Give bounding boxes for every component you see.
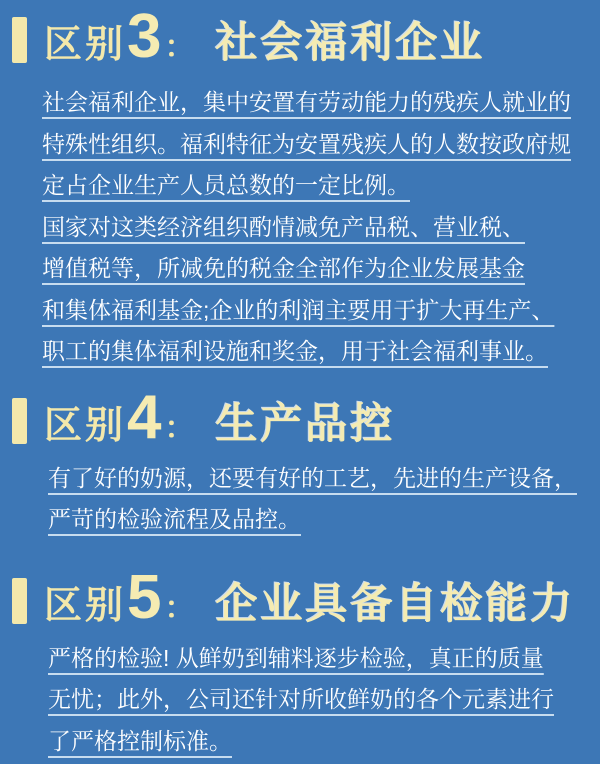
section-label: 区别 xyxy=(44,404,127,447)
section-body xyxy=(0,68,600,373)
section-body xyxy=(0,449,600,541)
section-number: 4 xyxy=(127,382,162,452)
section-heading xyxy=(0,562,600,632)
body-line: 有了好的奶源，还要有好的工艺，先进的生产设备， xyxy=(48,464,577,491)
section-label: 区别 xyxy=(44,24,127,66)
body-line: 无忧；此外，公司还针对所收鲜奶的各个元素进行 xyxy=(48,686,554,712)
body-line: 社会福利企业，集中安置有劳动能力的残疾人就业的 xyxy=(42,89,571,115)
section-title: 社会福利企业 xyxy=(215,19,486,66)
body-line: 增值税等，所减免的税金全部作为企业发展基金 xyxy=(42,255,525,281)
section-difference-3 xyxy=(0,0,600,373)
section-colon: ： xyxy=(164,591,195,625)
section-colon: ： xyxy=(164,31,195,64)
section-label: 区别 xyxy=(44,584,127,627)
body-line: 职工的集体福利设施和奖金，用于社会福利事业。 xyxy=(42,338,548,364)
section-body xyxy=(0,629,600,763)
body-line: 了严格控制标准。 xyxy=(48,727,232,754)
section-marker-bar-icon xyxy=(12,578,27,624)
section-heading xyxy=(0,2,600,71)
body-line: 严格的检验! 从鲜奶到辅料逐步检验，真正的质量 xyxy=(48,644,544,671)
body-line: 严苛的检验流程及品控。 xyxy=(48,506,301,532)
section-title: 生产品控 xyxy=(215,399,396,447)
section-number: 3 xyxy=(127,2,162,71)
section-title: 企业具备自检能力 xyxy=(215,579,576,627)
body-line: 特殊性组织。福利特征为安置残疾人的人数按政府规 xyxy=(42,130,571,157)
body-line: 定占企业生产人员总数的一定比例。 xyxy=(42,172,410,198)
section-difference-4 xyxy=(0,382,600,541)
section-heading xyxy=(0,382,600,452)
section-marker-bar-icon xyxy=(12,17,27,63)
section-colon: ： xyxy=(164,411,195,445)
body-line: 国家对这类经济组织酌情减免产品税、营业税、 xyxy=(42,213,525,240)
body-line: 和集体福利基金;企业的利润主要用于扩大再生产、 xyxy=(42,296,555,323)
section-difference-5 xyxy=(0,562,600,763)
section-marker-bar-icon xyxy=(12,398,27,444)
section-number: 5 xyxy=(127,562,162,632)
